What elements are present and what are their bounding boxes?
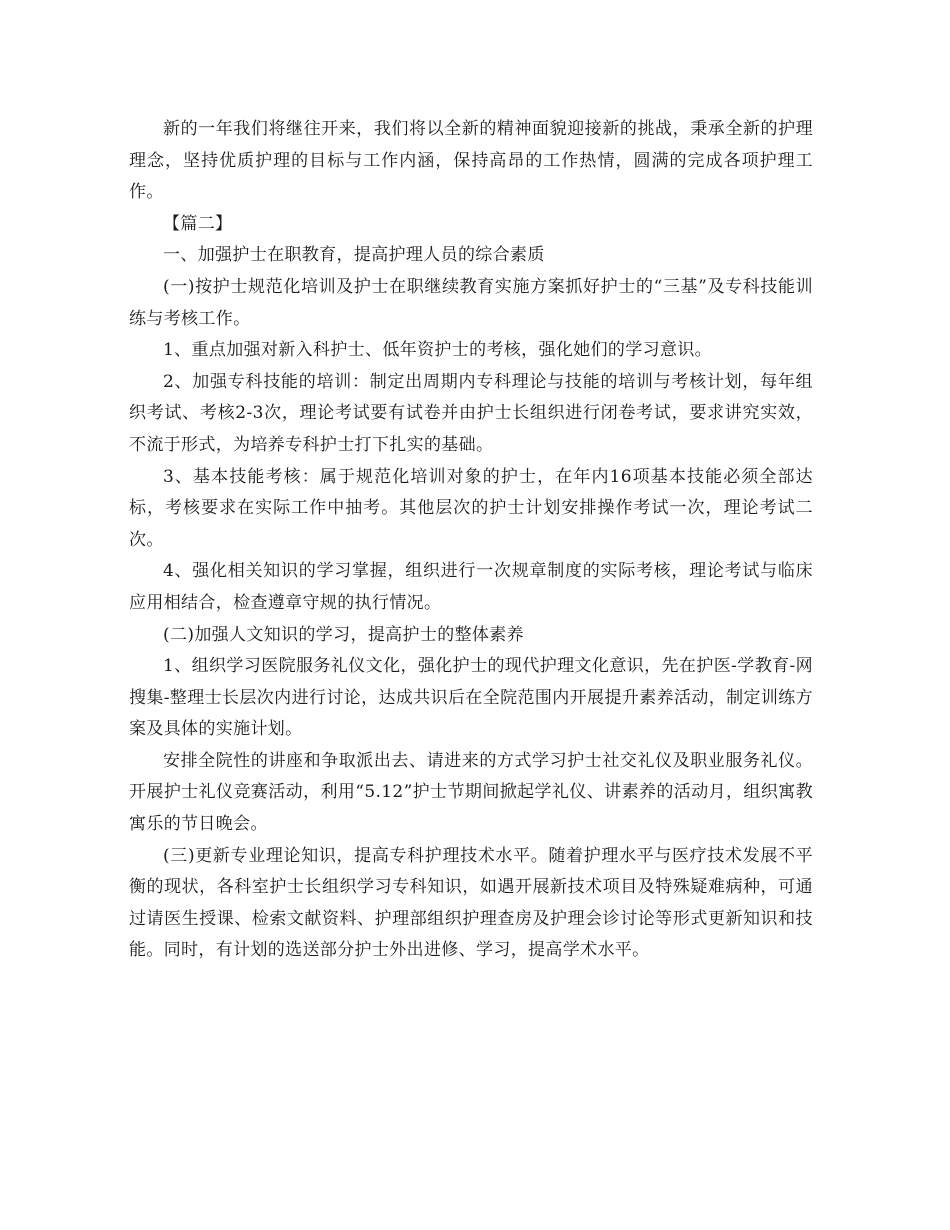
paragraph-etiquette-2: 安排全院性的讲座和争取派出去、请进来的方式学习护士社交礼仪及职业服务礼仪。开展护士礼仪竞赛活动，利用“5.12”护士节期间掀起学礼仪、讲素养的活动月，组织寓教寓乐的节日晚会。 xyxy=(129,750,813,835)
section-heading-part-two: 【篇二】 xyxy=(163,213,233,234)
paragraph-intro: 新的一年我们将继往开来，我们将以全新的精神面貌迎接新的挑战，秉承全新的护理理念，坚持优质护理的目标与工作内涵，保持高昂的工作热情，圆满的完成各项护理工作。 xyxy=(129,119,813,203)
paragraph-etiquette-1: 1、组织学习医院服务礼仪文化，强化护士的现代护理文化意识，先在护医-学教育-网搜集-整理士长层次内进行讨论，达成共识后在全院范围内开展提升素养活动，制定训练方案及具体的实施计划。 xyxy=(129,656,813,740)
list-item-3: 3、基本技能考核：属于规范化培训对象的护士，在年内16项基本技能必须全部达标，考核要求在实际工作中抽考。其他层次的护士计划安排操作考试一次，理论考试二次。 xyxy=(129,466,813,550)
list-item-4: 4、强化相关知识的学习掌握，组织进行一次规章制度的实际考核，理论考试与临床应用相结合，检查遵章守规的执行情况。 xyxy=(129,561,813,613)
subheading-three: (三)更新专业理论知识，提高专科护理技术水平。随着护理水平与医疗技术发展不平衡的现状，各科室护士长组织学习专科知识，如遇开展新技术项目及特殊疑难病种，可通过请医生授课、检索文献资料、护理部组织护理查房及护理会诊讨论等形式更新知识和技能。同时，有计划的选送部分护士外出进修、学习，提高学术水平。 xyxy=(129,845,813,961)
subheading-one: (一)按护士规范化培训及护士在职继续教育实施方案抓好护士的“三基”及专科技能训练与考核工作。 xyxy=(129,276,813,329)
list-item-2: 2、加强专科技能的培训：制定出周期内专科理论与技能的培训与考核计划，每年组织考试、考核2-3次，理论考试要有试卷并由护士长组织进行闭卷考试，要求讲究实效，不流于形式，为培养专科护士打下扎实的基础。 xyxy=(129,371,813,455)
subheading-two: (二)加强人文知识的学习，提高护士的整体素养 xyxy=(163,624,524,645)
document-body xyxy=(129,114,813,967)
list-item-1: 1、重点加强对新入科护士、低年资护士的考核，强化她们的学习意识。 xyxy=(163,340,713,361)
heading-section-one: 一、加强护士在职教育，提高护理人员的综合素质 xyxy=(163,245,545,266)
